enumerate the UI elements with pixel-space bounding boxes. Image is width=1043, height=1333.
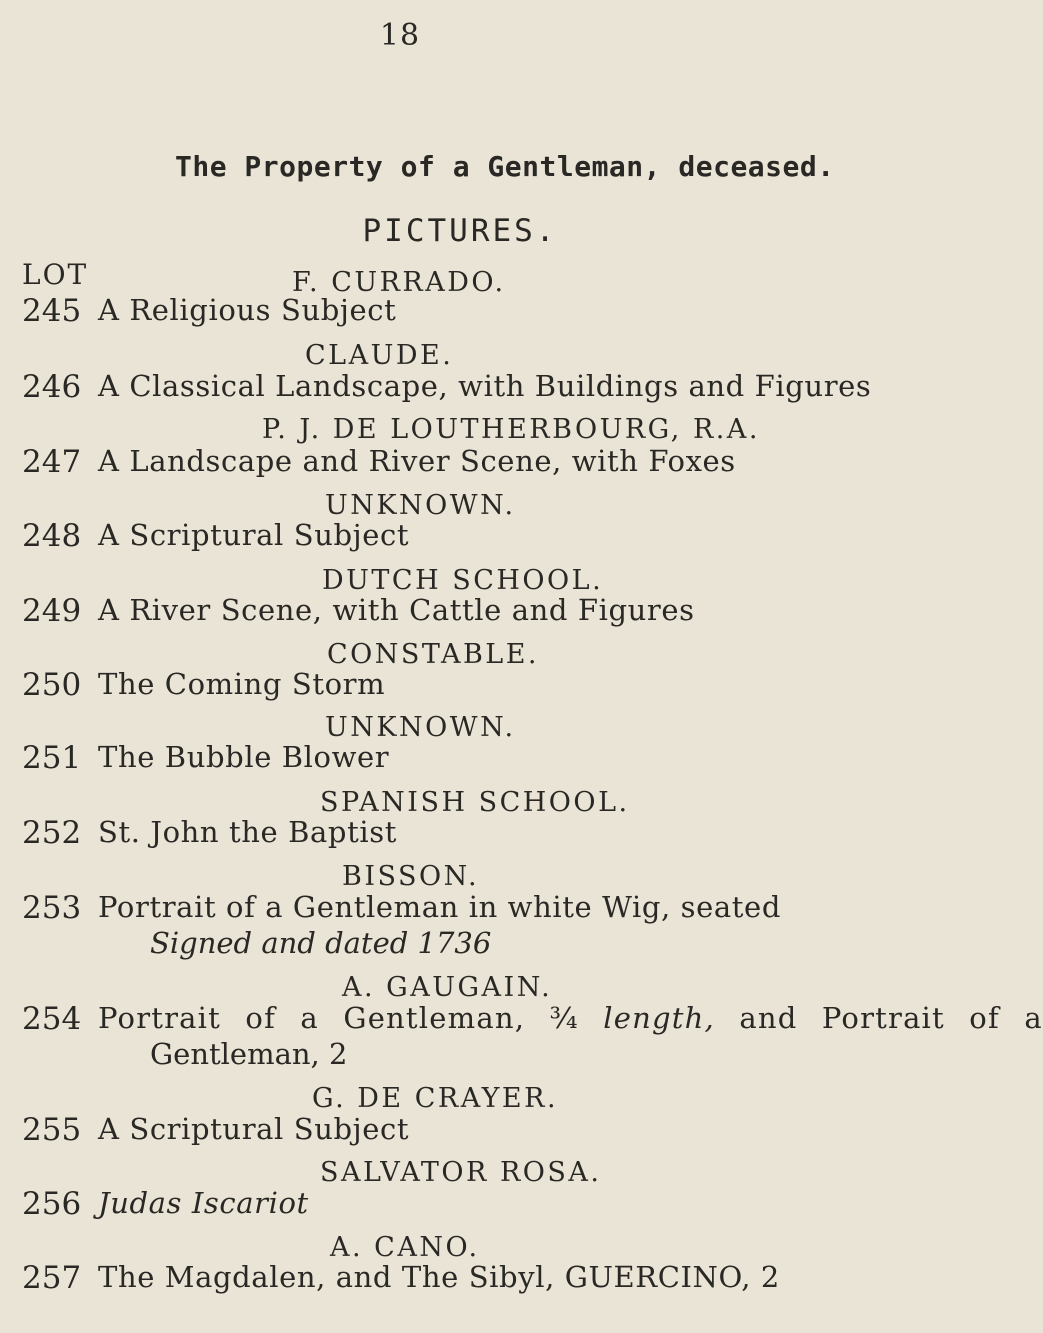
painting-title: A Classical Landscape, with Buildings and Figures xyxy=(98,369,872,403)
painting-title: The Bubble Blower xyxy=(98,740,390,774)
artist-name: SALVATOR ROSA. xyxy=(320,1157,602,1188)
artist-name: A. GAUGAIN. xyxy=(342,972,553,1003)
signature-note: Signed and dated 1736 xyxy=(150,926,492,960)
painting-title-continued: Gentleman, 2 xyxy=(150,1037,348,1071)
painting-title-part: Portrait of a Gentleman, xyxy=(98,1001,526,1035)
lot-number: 256 xyxy=(22,1186,82,1222)
lot-column-label: LOT xyxy=(22,258,89,291)
painting-title: Portrait of a Gentleman in white Wig, seated xyxy=(98,890,781,924)
section-title: PICTURES. xyxy=(362,213,558,249)
fraction: ¾ xyxy=(549,1001,579,1035)
lot-number: 253 xyxy=(22,890,82,926)
lot-number: 257 xyxy=(22,1260,82,1296)
page-number: 18 xyxy=(379,18,421,53)
artist-name: P. J. DE LOUTHERBOURG, R.A. xyxy=(262,414,760,445)
painting-title: A River Scene, with Cattle and Figures xyxy=(98,593,695,627)
painting-title: A Landscape and River Scene, with Foxes xyxy=(98,444,736,478)
artist-name: A. CANO. xyxy=(330,1232,480,1263)
artist-name: DUTCH SCHOOL. xyxy=(322,565,604,596)
painting-title-part: and Portrait of a xyxy=(739,1001,1043,1035)
painting-title-part: length, xyxy=(603,1001,715,1035)
lot-number: 247 xyxy=(22,444,82,480)
painting-title: A Scriptural Subject xyxy=(98,1112,410,1146)
lot-number: 255 xyxy=(22,1112,82,1148)
lot-number: 252 xyxy=(22,815,82,851)
page-heading: The Property of a Gentleman, deceased. xyxy=(175,150,835,183)
lot-number: 246 xyxy=(22,369,82,405)
lot-number: 250 xyxy=(22,667,82,703)
painting-title: The Magdalen, and The Sibyl, GUERCINO, 2 xyxy=(98,1260,780,1294)
painting-title: A Scriptural Subject xyxy=(98,518,410,552)
lot-number: 245 xyxy=(22,293,82,329)
painting-title xyxy=(98,1001,1043,1035)
artist-name: BISSON. xyxy=(342,861,480,892)
lot-number: 251 xyxy=(22,740,82,776)
painting-title: A Religious Subject xyxy=(98,293,397,327)
artist-name: UNKNOWN. xyxy=(325,712,516,743)
lot-number: 248 xyxy=(22,518,82,554)
lot-number: 249 xyxy=(22,593,82,629)
artist-name: CLAUDE. xyxy=(305,340,454,371)
artist-name: SPANISH SCHOOL. xyxy=(320,787,630,818)
artist-name: CONSTABLE. xyxy=(327,639,540,670)
artist-name: UNKNOWN. xyxy=(325,490,516,521)
lot-number: 254 xyxy=(22,1001,82,1037)
painting-title: The Coming Storm xyxy=(98,667,386,701)
artist-name: G. DE CRAYER. xyxy=(312,1083,559,1114)
artist-name: F. CURRADO. xyxy=(292,267,506,298)
painting-title: Judas Iscariot xyxy=(98,1186,309,1220)
painting-title: St. John the Baptist xyxy=(98,815,397,849)
